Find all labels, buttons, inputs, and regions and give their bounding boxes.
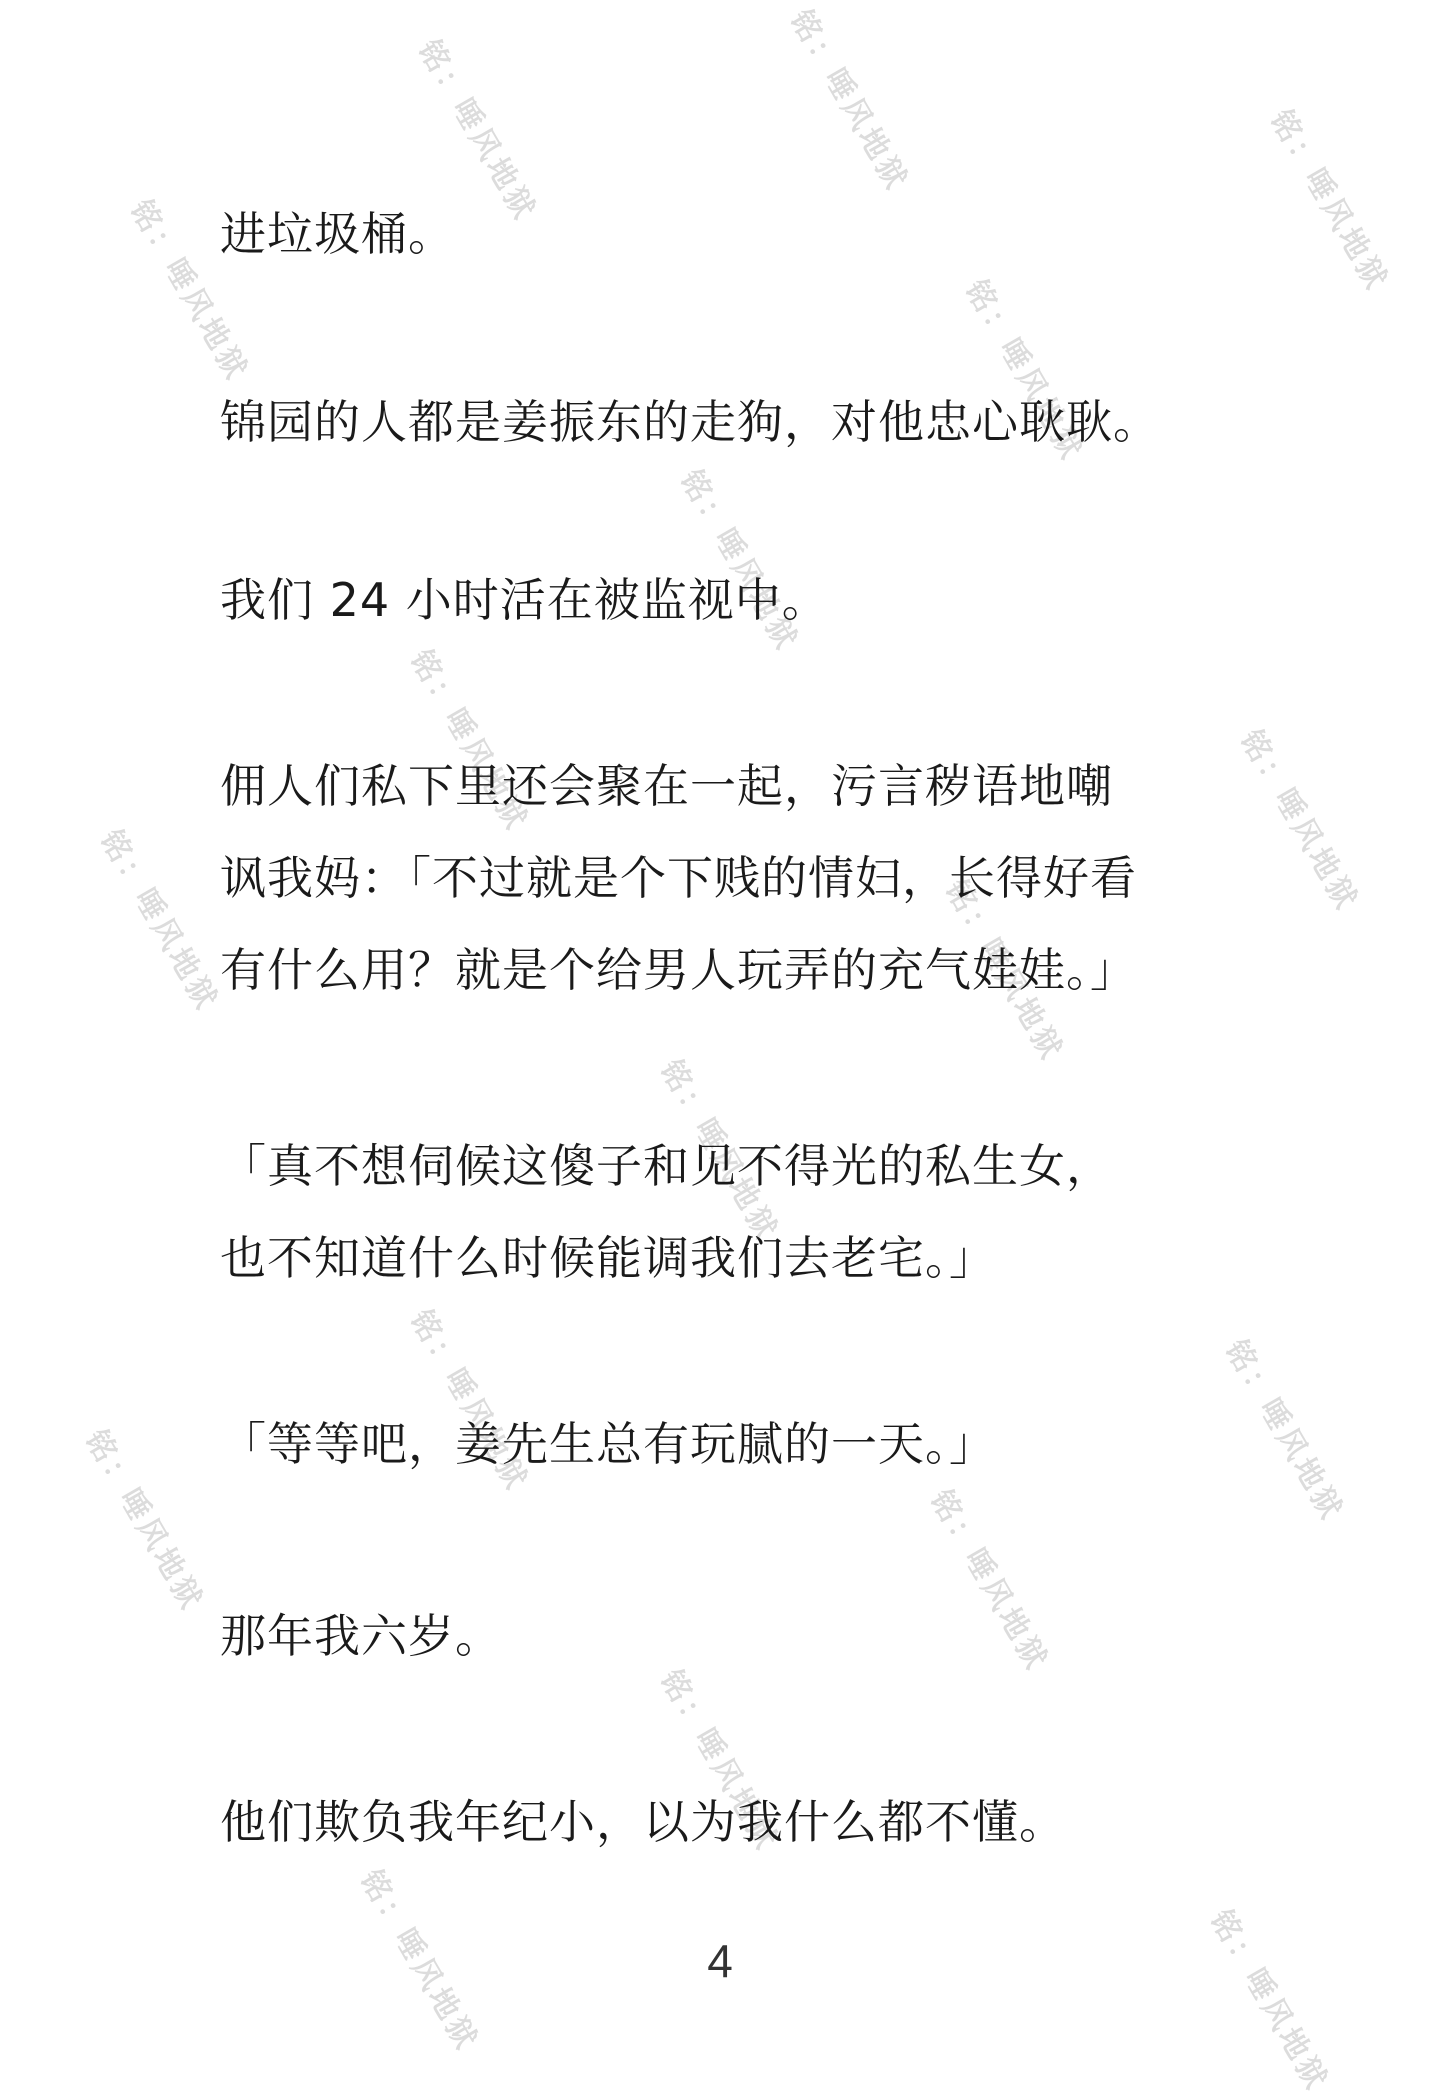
paragraph-line: 有什么用？就是个给男人玩弄的充气娃娃。」 bbox=[220, 943, 1137, 997]
watermark-text: 铭：唾风地狱 bbox=[402, 1304, 536, 1499]
paragraph-5 bbox=[220, 1120, 1260, 1304]
paragraph-2 bbox=[220, 376, 1260, 468]
watermark-text: 铭：唾风地狱 bbox=[402, 644, 536, 839]
paragraph-line: 我们 24 小时活在被监视中。 bbox=[220, 573, 829, 627]
paragraph-6 bbox=[220, 1398, 1260, 1490]
watermark-text: 铭：唾风地狱 bbox=[1202, 1904, 1336, 2099]
watermark-text: 铭：唾风地狱 bbox=[652, 1054, 786, 1249]
watermark-text: 铭：唾风地狱 bbox=[937, 874, 1071, 1069]
watermark-text: 铭：唾风地狱 bbox=[352, 1864, 486, 2059]
watermark-text: 铭：唾风地狱 bbox=[957, 274, 1091, 469]
paragraph-line: 进垃圾桶。 bbox=[220, 207, 455, 261]
paragraph-line: 佣人们私下里还会聚在一起，污言秽语地嘲 bbox=[220, 759, 1113, 813]
paragraph-line: 那年我六岁。 bbox=[220, 1609, 502, 1663]
watermark-text: 铭：唾风地狱 bbox=[922, 1484, 1056, 1679]
watermark-text: 铭：唾风地狱 bbox=[1217, 1334, 1351, 1529]
paragraph-line: 也不知道什么时候能调我们去老宅。」 bbox=[220, 1231, 996, 1285]
watermark-text: 铭：唾风地狱 bbox=[410, 34, 544, 229]
watermark-text: 铭：唾风地狱 bbox=[1262, 104, 1396, 299]
paragraph-3 bbox=[220, 554, 1260, 646]
watermark-text: 铭：唾风地狱 bbox=[92, 824, 226, 1019]
paragraph-4 bbox=[220, 740, 1260, 1016]
watermark-text: 铭：唾风地狱 bbox=[672, 464, 806, 659]
paragraph-line: 讽我妈：「不过就是个下贱的情妇，长得好看 bbox=[220, 851, 1137, 905]
watermark-text: 铭：唾风地狱 bbox=[652, 1664, 786, 1859]
paragraph-line: 锦园的人都是姜振东的走狗，对他忠心耿耿。 bbox=[220, 395, 1160, 449]
paragraph-line: 他们欺负我年纪小，以为我什么都不懂。 bbox=[220, 1795, 1066, 1849]
watermark-text: 铭：唾风地狱 bbox=[122, 194, 256, 389]
paragraph-line: 「真不想伺候这傻子和见不得光的私生女， bbox=[220, 1139, 1113, 1193]
page-number: 4 bbox=[707, 1935, 733, 1987]
paragraph-1 bbox=[220, 188, 1260, 280]
watermark-text: 铭：唾风地狱 bbox=[1232, 724, 1366, 919]
watermark-text: 铭：唾风地狱 bbox=[77, 1424, 211, 1619]
paragraph-8 bbox=[220, 1776, 1260, 1868]
paragraph-line: 「等等吧，姜先生总有玩腻的一天。」 bbox=[220, 1417, 996, 1471]
paragraph-7 bbox=[220, 1590, 1260, 1682]
watermark-text: 铭：唾风地狱 bbox=[782, 4, 916, 199]
